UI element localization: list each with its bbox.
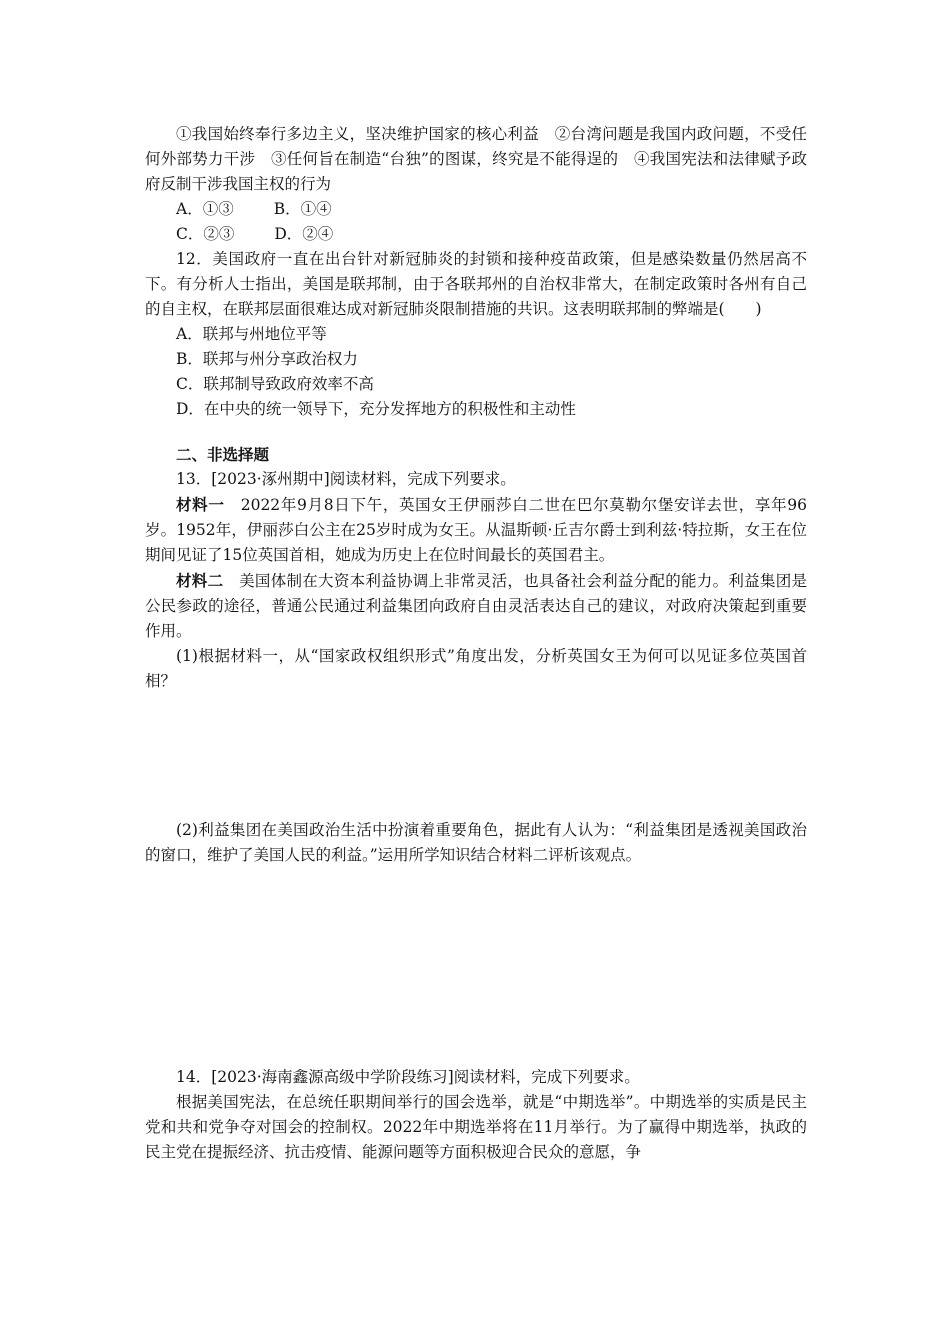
section-title: 二、非选择题 [176,445,270,464]
q12-option-d[interactable]: D．在中央的统一领导下，充分发挥地方的积极性和主动性 [176,400,576,418]
q13-material-2 [145,568,807,644]
q11-option-a[interactable]: A．①③ [176,200,234,218]
material-2-label: 材料二 [176,571,224,590]
material-2-text: 美国体制在大资本利益协调上非常灵活，也具备社会利益分配的能力。利益集团是公民参政的途径，普通公民通过利益集团向政府自由灵活表达自己的建议，对政府决策起到重要作用。 [145,572,807,640]
q13-stem: 13．[2023·涿州期中]阅读材料，完成下列要求。 [176,470,516,488]
q12-option-c[interactable]: C．联邦制导致政府效率不高 [176,375,374,393]
q11-statements: ①我国始终奉行多边主义，坚决维护国家的核心利益 ②台湾问题是我国内政问题，不受任何外部势力干涉 ③任何旨在制造“台独”的图谋，终究是不能得逞的 ④我国宪法和法律赋予政府反制干涉我国主权的行为 [145,125,807,193]
q12-option-b[interactable]: B．联邦与州分享政治权力 [176,350,358,368]
q13-material-1 [145,492,807,568]
q12-stem: 12．美国政府一直在出台针对新冠肺炎的封锁和接种疫苗政策，但是感染数量仍然居高不下。有分析人士指出，美国是联邦制，由于各联邦州的自治权非常大，在制定政策时各州有自己的自主权，在联邦层面很难达成对新冠肺炎限制措施的共识。这表明联邦制的弊端是( ) [145,250,807,318]
material-1-label: 材料一 [176,495,225,514]
q11-option-d[interactable]: D．②④ [274,225,334,243]
q14-stem: 14．[2023·海南鑫源高级中学阶段练习]阅读材料，完成下列要求。 [176,1068,640,1086]
q13-sub-question-1: (1)根据材料一，从“国家政权组织形式”角度出发，分析英国女王为何可以见证多位英国首相？ [145,647,807,690]
material-1-text: 2022年9月8日下午，英国女王伊丽莎白二世在巴尔莫勒尔堡安详去世，享年96岁。1952年，伊丽莎白公主在25岁时成为女王。从温斯顿·丘吉尔爵士到利兹·特拉斯，女王在位期间见证了15位英国首相，她成为历史上在位时间最长的英国君主。 [145,496,807,564]
answer-space-2[interactable] [145,868,807,1065]
q13-sub-question-2: (2)利益集团在美国政治生活中扮演着重要角色，据此有人认为：“利益集团是透视美国政治的窗口，维护了美国人民的利益。”运用所学知识结合材料二评析该观点。 [145,821,807,864]
document-page [145,122,807,1165]
q11-options-row-2 [145,222,807,247]
q12-option-a[interactable]: A．联邦与州地位平等 [176,325,327,343]
q14-material: 根据美国宪法，在总统任职期间举行的国会选举，就是“中期选举”。中期选举的实质是民主党和共和党争夺对国会的控制权。2022年中期选举将在11月举行。为了赢得中期选举，执政的民主党在提振经济、抗击疫情、能源问题等方面积极迎合民众的意愿，争 [145,1093,807,1161]
answer-space-1[interactable] [145,694,807,818]
q11-option-c[interactable]: C．②③ [176,225,235,243]
spacer [145,422,807,442]
q11-options-row-1 [145,197,807,222]
q11-option-b[interactable]: B．①④ [273,200,332,218]
